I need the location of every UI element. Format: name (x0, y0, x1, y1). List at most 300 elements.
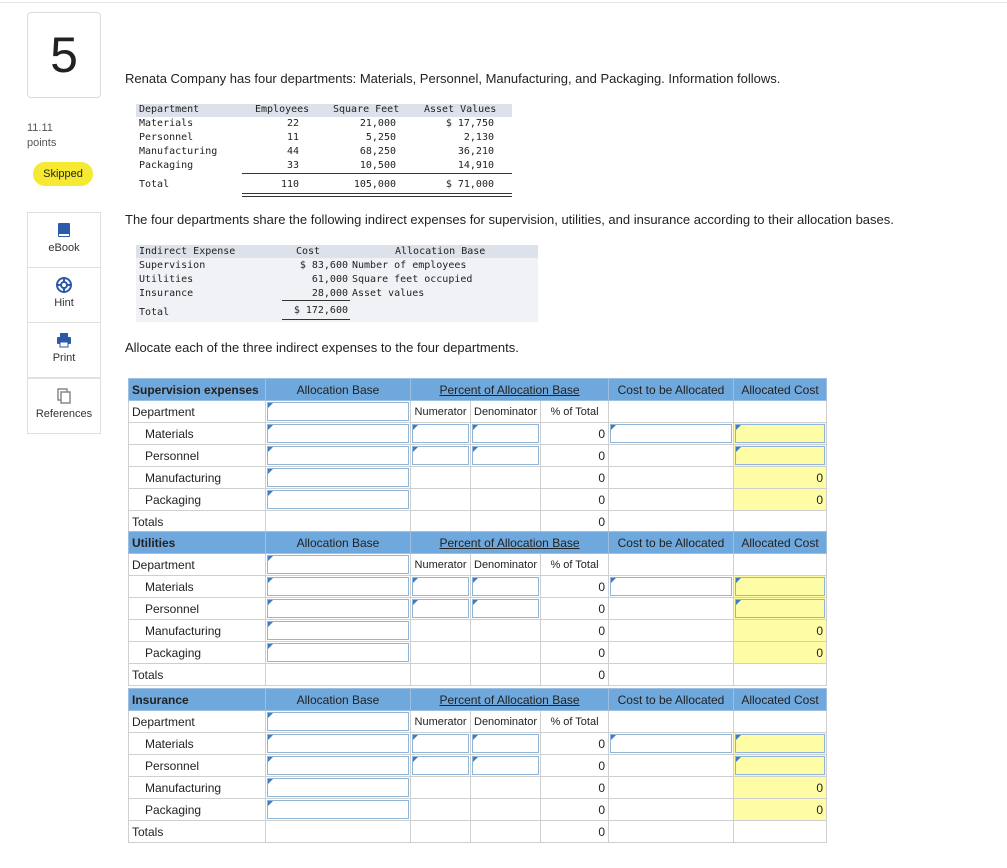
pct-total-value: 0 (541, 755, 609, 777)
totals-alloc-blank (734, 664, 827, 686)
cost-blank (609, 554, 734, 576)
employees-value: 11 (286, 132, 299, 143)
points-info (27, 121, 56, 151)
input-marker-icon (268, 600, 273, 605)
table-row (129, 799, 827, 821)
allocated-cost-header: Allocated Cost (734, 532, 827, 554)
input-marker-icon (268, 556, 273, 561)
input-marker-icon (736, 735, 741, 740)
denominator-input-border (472, 734, 539, 753)
numerator-input[interactable] (411, 445, 471, 467)
sqft-value: 68,250 (359, 146, 396, 157)
pct-total-value: 0 (541, 598, 609, 620)
cost-double-rule (282, 319, 350, 320)
denominator-input-border (472, 577, 539, 596)
input-marker-icon (611, 425, 616, 430)
cost-to-allocate-input-border (610, 734, 732, 753)
input-marker-icon (473, 757, 478, 762)
numerator-input-border (412, 756, 469, 775)
table-row (129, 467, 827, 489)
totals-num-blank (411, 821, 471, 843)
allocated-cost-input-border (735, 577, 825, 596)
expense-base: Square feet occupied (352, 274, 473, 285)
totals-pct-value: 0 (541, 664, 609, 686)
totals-pct-value: 0 (541, 511, 609, 533)
book-icon (56, 222, 72, 238)
input-marker-icon (473, 447, 478, 452)
cost-blank (609, 445, 734, 467)
section-header-row (129, 379, 827, 401)
cost-to-allocate-input[interactable] (609, 423, 734, 445)
status-badge: Skipped (33, 162, 93, 186)
input-marker-icon (268, 735, 273, 740)
cost-to-allocate-input-border (610, 424, 732, 443)
input-marker-icon (736, 425, 741, 430)
allocated-cost-header: Allocated Cost (734, 379, 827, 401)
pct-total-label: % of Total (541, 401, 609, 423)
supervision-worksheet (128, 378, 827, 533)
dept-name: Manufacturing (129, 467, 266, 489)
numerator-blank (411, 489, 471, 511)
numerator-label: Numerator (411, 401, 471, 423)
expense-cost: 61,000 (311, 274, 348, 285)
cost-to-allocate-header: Cost to be Allocated (609, 379, 734, 401)
total-label: Total (139, 179, 170, 190)
pct-total-label: % of Total (541, 554, 609, 576)
question-number-box (27, 12, 101, 98)
employees-value: 33 (286, 160, 299, 171)
employees-col-header: Employees (255, 104, 310, 115)
numerator-input[interactable] (411, 755, 471, 777)
dept-name: Manufacturing (129, 777, 266, 799)
ebook-label: eBook (48, 242, 80, 254)
allocation-base-input[interactable] (266, 620, 411, 642)
denominator-input[interactable] (471, 445, 541, 467)
cost-blank (609, 401, 734, 423)
allocated-cost-input[interactable] (734, 423, 827, 445)
allocated-cost-value: 0 (734, 799, 827, 821)
numerator-blank (411, 467, 471, 489)
cost-to-allocate-input[interactable] (609, 576, 734, 598)
pct-total-value: 0 (541, 642, 609, 664)
numerator-input[interactable] (411, 576, 471, 598)
input-marker-icon (268, 578, 273, 583)
totals-label: Totals (129, 821, 266, 843)
allocation-base-select[interactable] (266, 401, 411, 423)
print-label: Print (52, 352, 76, 364)
total-assets: $ 71,000 (445, 179, 494, 190)
pct-total-value: 0 (541, 423, 609, 445)
cost-to-allocate-input-border (610, 577, 732, 596)
input-marker-icon (268, 469, 273, 474)
dept-name: Materials (129, 423, 266, 445)
input-marker-icon (268, 757, 273, 762)
denominator-input[interactable] (471, 423, 541, 445)
asset-value: $ 17,750 (445, 118, 494, 129)
allocation-base-header: Allocation Base (266, 532, 411, 554)
total-employees: 110 (280, 179, 299, 190)
denominator-blank (471, 642, 541, 664)
instruction-text: Allocate each of the three indirect expenses to the four departments. (125, 340, 519, 355)
dept-name: Packaging (139, 160, 194, 171)
sqft-value: 10,500 (359, 160, 396, 171)
allocation-base-input[interactable] (266, 642, 411, 664)
input-marker-icon (736, 600, 741, 605)
asset-value: 14,910 (457, 160, 494, 171)
table-row (129, 489, 827, 511)
allocated-cost-input[interactable] (734, 576, 827, 598)
totals-cost-blank (609, 511, 734, 533)
double-rule (242, 196, 512, 197)
input-marker-icon (413, 600, 418, 605)
dept-name: Personnel (129, 755, 266, 777)
expense-col-header: Indirect Expense (139, 246, 236, 257)
allocated-cost-value: 0 (734, 642, 827, 664)
intro-text: Renata Company has four departments: Materials, Personnel, Manufacturing, and Packaging. Information follows. (125, 71, 781, 86)
department-label: Department (129, 401, 266, 423)
totals-base-blank (266, 664, 411, 686)
percent-header: Percent of Allocation Base (411, 532, 609, 554)
cost-blank (609, 489, 734, 511)
denominator-blank (471, 489, 541, 511)
table-row (129, 733, 827, 755)
allocation-base-input[interactable] (266, 799, 411, 821)
allocation-base-select-border (267, 712, 409, 731)
allocation-base-input-border (267, 599, 409, 618)
numerator-input-border (412, 424, 469, 443)
input-marker-icon (413, 578, 418, 583)
allocation-base-input-border (267, 800, 409, 819)
allocated-cost-input-border (735, 424, 825, 443)
references-button[interactable] (27, 378, 101, 434)
dept-name: Manufacturing (139, 146, 218, 157)
numerator-blank (411, 777, 471, 799)
cost-to-allocate-header: Cost to be Allocated (609, 689, 734, 711)
totals-row (129, 511, 827, 533)
printer-icon (56, 332, 72, 348)
dept-col-header: Department (139, 104, 200, 115)
totals-row (129, 821, 827, 843)
expense-name: Supervision (139, 260, 206, 271)
allocation-base-input-border (267, 490, 409, 509)
cost-blank (609, 777, 734, 799)
allocation-base-input-border (267, 734, 409, 753)
allocated-blank (734, 554, 827, 576)
input-marker-icon (268, 801, 273, 806)
hint-button[interactable] (27, 267, 101, 323)
dept-name: Packaging (129, 489, 266, 511)
numerator-input[interactable] (411, 423, 471, 445)
base-col-header: Allocation Base (395, 246, 486, 257)
numerator-input[interactable] (411, 598, 471, 620)
allocated-cost-input[interactable] (734, 755, 827, 777)
pct-total-value: 0 (541, 620, 609, 642)
table-row (129, 576, 827, 598)
allocation-base-input[interactable] (266, 445, 411, 467)
denominator-label: Denominator (471, 711, 541, 733)
denominator-input-border (472, 599, 539, 618)
denominator-input[interactable] (471, 576, 541, 598)
ebook-button[interactable] (27, 212, 101, 268)
totals-num-blank (411, 511, 471, 533)
points-label: points (27, 137, 57, 149)
allocation-base-input-border (267, 756, 409, 775)
denominator-input-border (472, 756, 539, 775)
section-title: Supervision expenses (129, 379, 266, 401)
cost-blank (609, 598, 734, 620)
allocation-base-header: Allocation Base (266, 379, 411, 401)
totals-label: Totals (129, 511, 266, 533)
dept-name: Packaging (129, 799, 266, 821)
allocated-cost-input-border (735, 446, 825, 465)
asset-value: 2,130 (463, 132, 494, 143)
pct-total-value: 0 (541, 733, 609, 755)
percent-header: Percent of Allocation Base (411, 379, 609, 401)
expense-base: Asset values (352, 288, 425, 299)
cost-blank (609, 755, 734, 777)
allocation-base-select-border (267, 555, 409, 574)
sqft-value: 21,000 (359, 118, 396, 129)
dept-name: Personnel (129, 598, 266, 620)
total-rule (242, 173, 512, 174)
cost-col-header: Cost (296, 246, 321, 257)
sqft-col-header: Square Feet (333, 104, 400, 115)
denominator-input-border (472, 446, 539, 465)
total-sqft: 105,000 (353, 179, 396, 190)
totals-alloc-blank (734, 511, 827, 533)
asset-col-header: Asset Values (424, 104, 497, 115)
dept-name: Personnel (129, 445, 266, 467)
cost-total-rule (282, 300, 350, 301)
department-label: Department (129, 554, 266, 576)
table-row (129, 777, 827, 799)
allocation-base-select[interactable] (266, 711, 411, 733)
department-label: Department (129, 711, 266, 733)
totals-row (129, 664, 827, 686)
share-text: The four departments share the following indirect expenses for supervision, utilities, and insurance according to their allocation bases. (125, 212, 894, 227)
denominator-input[interactable] (471, 755, 541, 777)
pct-total-label: % of Total (541, 711, 609, 733)
section-title: Utilities (129, 532, 266, 554)
table-row (129, 620, 827, 642)
allocated-cost-input[interactable] (734, 733, 827, 755)
dept-name: Packaging (129, 642, 266, 664)
totals-cost-blank (609, 821, 734, 843)
employees-value: 44 (286, 146, 299, 157)
allocated-cost-value: 0 (734, 489, 827, 511)
allocated-cost-input-border (735, 599, 825, 618)
numerator-input-border (412, 446, 469, 465)
allocated-blank (734, 711, 827, 733)
pct-total-value: 0 (541, 576, 609, 598)
dept-name: Materials (129, 733, 266, 755)
allocation-base-input[interactable] (266, 598, 411, 620)
input-marker-icon (268, 644, 273, 649)
references-label: References (35, 408, 93, 420)
allocation-base-input[interactable] (266, 777, 411, 799)
totals-base-blank (266, 511, 411, 533)
allocated-cost-input[interactable] (734, 598, 827, 620)
expense-total-cost: $ 172,600 (293, 305, 348, 316)
allocation-base-input[interactable] (266, 733, 411, 755)
allocation-base-input-border (267, 621, 409, 640)
hint-label: Hint (54, 297, 74, 309)
pct-total-value: 0 (541, 799, 609, 821)
question-number: 5 (50, 27, 78, 83)
totals-num-blank (411, 664, 471, 686)
section-title: Insurance (129, 689, 266, 711)
allocation-base-input[interactable] (266, 423, 411, 445)
employees-value: 22 (286, 118, 299, 129)
denominator-blank (471, 799, 541, 821)
numerator-input[interactable] (411, 733, 471, 755)
input-marker-icon (473, 600, 478, 605)
input-marker-icon (413, 447, 418, 452)
allocated-cost-value: 0 (734, 777, 827, 799)
numerator-blank (411, 620, 471, 642)
section-header-row (129, 532, 827, 554)
input-marker-icon (736, 757, 741, 762)
allocation-base-input[interactable] (266, 467, 411, 489)
denominator-label: Denominator (471, 401, 541, 423)
denominator-blank (471, 467, 541, 489)
allocated-cost-input-border (735, 756, 825, 775)
input-marker-icon (413, 735, 418, 740)
denominator-input[interactable] (471, 598, 541, 620)
allocation-base-select[interactable] (266, 554, 411, 576)
allocation-base-select-border (267, 402, 409, 421)
input-marker-icon (473, 578, 478, 583)
sqft-value: 5,250 (365, 132, 396, 143)
input-marker-icon (268, 491, 273, 496)
print-button[interactable] (27, 322, 101, 378)
totals-den-blank (471, 664, 541, 686)
input-marker-icon (736, 578, 741, 583)
numerator-label: Numerator (411, 554, 471, 576)
cost-blank (609, 642, 734, 664)
allocation-base-input-border (267, 424, 409, 443)
allocation-base-input-border (267, 468, 409, 487)
pct-total-value: 0 (541, 467, 609, 489)
table-row (129, 642, 827, 664)
top-divider (0, 2, 1007, 3)
allocated-cost-value: 0 (734, 467, 827, 489)
totals-pct-value: 0 (541, 821, 609, 843)
input-marker-icon (268, 713, 273, 718)
totals-base-blank (266, 821, 411, 843)
allocation-base-input-border (267, 446, 409, 465)
allocated-cost-input[interactable] (734, 445, 827, 467)
lifebuoy-icon (56, 277, 72, 293)
allocated-cost-input-border (735, 734, 825, 753)
double-rule (242, 193, 512, 194)
denominator-input-border (472, 424, 539, 443)
department-header-row (129, 401, 827, 423)
expense-name: Utilities (139, 274, 194, 285)
percent-header: Percent of Allocation Base (411, 689, 609, 711)
input-marker-icon (611, 578, 616, 583)
documents-icon (56, 388, 72, 404)
input-marker-icon (268, 403, 273, 408)
totals-den-blank (471, 511, 541, 533)
pct-total-value: 0 (541, 777, 609, 799)
input-marker-icon (268, 779, 273, 784)
allocation-base-input[interactable] (266, 489, 411, 511)
totals-cost-blank (609, 664, 734, 686)
input-marker-icon (268, 425, 273, 430)
expense-base: Number of employees (352, 260, 467, 271)
cost-blank (609, 467, 734, 489)
denominator-blank (471, 620, 541, 642)
allocation-base-header: Allocation Base (266, 689, 411, 711)
cost-blank (609, 620, 734, 642)
allocated-cost-header: Allocated Cost (734, 689, 827, 711)
allocated-blank (734, 401, 827, 423)
cost-to-allocate-input[interactable] (609, 733, 734, 755)
utilities-worksheet (128, 531, 827, 686)
input-marker-icon (473, 735, 478, 740)
table-row (129, 423, 827, 445)
input-marker-icon (611, 735, 616, 740)
allocation-base-input[interactable] (266, 576, 411, 598)
table-row (129, 445, 827, 467)
points-value: 11.11 (27, 122, 53, 134)
department-header-row (129, 711, 827, 733)
asset-value: 36,210 (457, 146, 494, 157)
input-marker-icon (268, 447, 273, 452)
cost-to-allocate-header: Cost to be Allocated (609, 532, 734, 554)
dept-name: Materials (139, 118, 194, 129)
dept-name: Personnel (139, 132, 194, 143)
numerator-label: Numerator (411, 711, 471, 733)
numerator-blank (411, 642, 471, 664)
pct-total-value: 0 (541, 445, 609, 467)
numerator-blank (411, 799, 471, 821)
department-header-row (129, 554, 827, 576)
expense-cost: 28,000 (311, 288, 348, 299)
input-marker-icon (413, 757, 418, 762)
allocated-cost-value: 0 (734, 620, 827, 642)
input-marker-icon (473, 425, 478, 430)
numerator-input-border (412, 577, 469, 596)
input-marker-icon (413, 425, 418, 430)
numerator-input-border (412, 734, 469, 753)
expense-name: Insurance (139, 288, 194, 299)
input-marker-icon (736, 447, 741, 452)
allocation-base-input-border (267, 643, 409, 662)
allocation-base-input-border (267, 577, 409, 596)
totals-den-blank (471, 821, 541, 843)
dept-name: Materials (129, 576, 266, 598)
pct-total-value: 0 (541, 489, 609, 511)
numerator-input-border (412, 599, 469, 618)
allocation-base-input-border (267, 778, 409, 797)
table-row (129, 598, 827, 620)
cost-blank (609, 799, 734, 821)
denominator-blank (471, 777, 541, 799)
table-row (129, 755, 827, 777)
allocation-base-input[interactable] (266, 755, 411, 777)
dept-name: Manufacturing (129, 620, 266, 642)
expense-cost: $ 83,600 (299, 260, 348, 271)
totals-alloc-blank (734, 821, 827, 843)
input-marker-icon (268, 622, 273, 627)
denominator-input[interactable] (471, 733, 541, 755)
totals-label: Totals (129, 664, 266, 686)
section-header-row (129, 689, 827, 711)
denominator-label: Denominator (471, 554, 541, 576)
expense-total-label: Total (139, 307, 170, 318)
